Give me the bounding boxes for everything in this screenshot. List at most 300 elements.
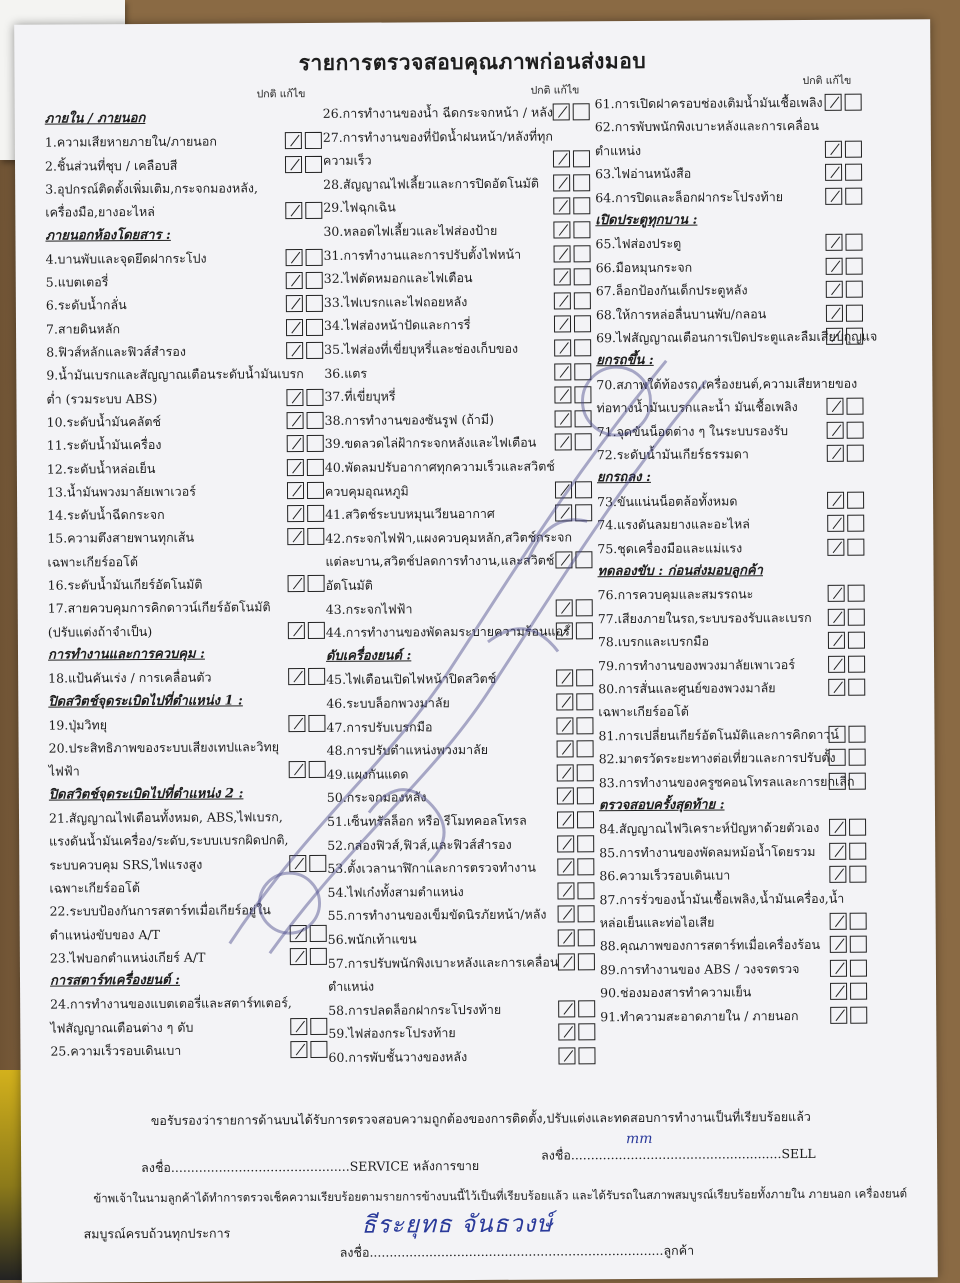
checklist-item: 5.แบตเตอรี่: [45, 274, 109, 290]
checkbox-pair: [829, 772, 866, 789]
normal-checkbox[interactable]: [289, 855, 306, 872]
normal-checkbox[interactable]: [556, 693, 573, 710]
sell-signature-line: ลงชื่อ.....................................................SELL: [541, 1145, 816, 1163]
normal-checkbox[interactable]: [288, 715, 305, 732]
normal-checkbox[interactable]: [289, 761, 306, 778]
normal-checkbox[interactable]: [827, 515, 844, 532]
checklist-item: เฉพาะเกียร์ออโต้: [49, 879, 140, 896]
normal-checkbox[interactable]: [825, 141, 842, 158]
fix-checkbox[interactable]: [573, 103, 590, 120]
checklist-item: 13.น้ำมันพวงมาลัยเพาเวอร์: [46, 483, 196, 500]
section-heading: เปิดประตูทุกบาน :: [595, 212, 698, 229]
normal-checkbox[interactable]: [557, 859, 574, 876]
normal-checkbox[interactable]: [825, 164, 842, 181]
normal-checkbox[interactable]: [555, 481, 572, 498]
fix-checkbox[interactable]: [576, 670, 593, 687]
normal-checkbox[interactable]: [557, 764, 574, 781]
normal-checkbox[interactable]: [553, 174, 570, 191]
checkbox-pair: [555, 504, 592, 521]
fix-checkbox[interactable]: [306, 319, 323, 336]
checklist-item: 44.การทำงานของพัดลมระบายความร้อนแอร์: [325, 623, 570, 641]
fix-checkbox[interactable]: [847, 515, 864, 532]
normal-checkbox[interactable]: [553, 103, 570, 120]
checklist-item: 59.ไฟส่องกระโปรงท้าย: [328, 1025, 456, 1042]
checklist-item: 22.ระบบป้องกันการสตาร์ทเมื่อเกียร์อยู่ใน: [49, 902, 271, 919]
checklist-sheet: [14, 19, 938, 1283]
normal-checkbox[interactable]: [829, 866, 846, 883]
normal-checkbox[interactable]: [290, 925, 307, 942]
checkbox-pair: [557, 835, 594, 852]
checklist-item: ระบบควบคุม SRS,ไฟแรงสูง: [49, 856, 203, 873]
fix-checkbox[interactable]: [845, 187, 862, 204]
normal-checkbox[interactable]: [828, 726, 845, 743]
normal-checkbox[interactable]: [830, 913, 847, 930]
checklist-item: 62.การพับพนักพิงเบาะหลังและการเคลื่อน: [594, 118, 819, 135]
fix-checkbox[interactable]: [848, 679, 865, 696]
normal-checkbox[interactable]: [830, 960, 847, 977]
checklist-column-2: [323, 101, 609, 1113]
fix-checkbox[interactable]: [848, 585, 865, 602]
normal-checkbox[interactable]: [826, 328, 843, 345]
checkbox-pair: [556, 693, 593, 710]
checklist-item: 89.การทำงานของ ABS / วงจรตรวจ: [599, 960, 800, 978]
fix-checkbox[interactable]: [578, 953, 595, 970]
fix-checkbox[interactable]: [576, 622, 593, 639]
checklist-item: 17.สายควบคุมการคิกดาวน์เกียร์อัตโนมัติ: [47, 599, 271, 616]
fix-checkbox[interactable]: [574, 245, 591, 262]
fix-checkbox[interactable]: [306, 272, 323, 289]
checklist-item: 60.การพับชั้นวางของหลัง: [328, 1049, 468, 1065]
checkbox-pair: [830, 983, 867, 1000]
checkbox-pair: [825, 164, 862, 181]
checklist-item: 53.ตั้งเวลานาฬิกาและการตรวจทำงาน: [327, 859, 536, 877]
fix-checkbox[interactable]: [574, 316, 591, 333]
normal-checkbox[interactable]: [556, 623, 573, 640]
fix-checkbox[interactable]: [307, 435, 324, 452]
fix-checkbox[interactable]: [578, 906, 595, 923]
checklist-item: 68.ให้การหล่อลื่นบานพับ/กลอน: [595, 305, 767, 322]
checklist-item: 80.การสั่นและศูนย์ของพวงมาลัย: [598, 680, 776, 697]
fix-checkbox[interactable]: [573, 221, 590, 238]
normal-checkbox[interactable]: [286, 342, 303, 359]
checklist-item: อัตโนมัติ: [325, 577, 373, 593]
checkbox-pair: [557, 882, 594, 899]
checkbox-pair: [826, 328, 863, 345]
checkbox-pair: [556, 670, 593, 687]
fix-checkbox[interactable]: [850, 1006, 867, 1023]
checklist-item: 41.สวิตช์ระบบหมุนเวียนอากาศ: [325, 506, 495, 523]
checklist-item: 63.ไฟอ่านหนังสือ: [595, 165, 692, 182]
checklist-item: เฉพาะเกียร์ออโต้: [598, 704, 689, 720]
checklist-item: 61.การเปิดฝาครอบช่องเติมน้ำมันเชื้อเพลิง: [594, 94, 823, 112]
fix-checkbox[interactable]: [309, 855, 326, 872]
checklist-item: 45.ไฟเตือนเปิดไฟหน้าปิดสวิตช์: [326, 671, 497, 688]
checkbox-pair: [554, 268, 591, 285]
normal-checkbox[interactable]: [556, 717, 573, 734]
normal-checkbox[interactable]: [557, 788, 574, 805]
normal-checkbox[interactable]: [830, 983, 847, 1000]
fix-checkbox[interactable]: [575, 504, 592, 521]
fix-checkbox[interactable]: [850, 959, 867, 976]
normal-checkbox[interactable]: [825, 234, 842, 251]
checkbox-pair: [825, 187, 862, 204]
fix-checkbox[interactable]: [577, 811, 594, 828]
fix-checkbox[interactable]: [846, 257, 863, 274]
fix-checkbox[interactable]: [577, 835, 594, 852]
fix-checkbox[interactable]: [845, 164, 862, 181]
customer-signature: ธีระยุทธ จันธวงษ์: [361, 1209, 554, 1239]
fix-checkbox[interactable]: [846, 304, 863, 321]
checkbox-pair: [288, 715, 325, 732]
fix-checkbox[interactable]: [848, 608, 865, 625]
fix-checkbox[interactable]: [845, 94, 862, 111]
fix-checkbox[interactable]: [578, 1024, 595, 1041]
normal-checkbox[interactable]: [285, 156, 302, 173]
checklist-item: 20.ประสิทธิภาพของระบบเสียงเทปและวิทยุ: [48, 739, 280, 756]
normal-checkbox[interactable]: [828, 655, 845, 672]
fix-checkbox[interactable]: [850, 913, 867, 930]
fix-checkbox[interactable]: [305, 202, 322, 219]
fix-checkbox[interactable]: [576, 693, 593, 710]
normal-checkbox[interactable]: [287, 528, 304, 545]
normal-checkbox[interactable]: [553, 221, 570, 238]
checkbox-pair: [554, 316, 591, 333]
normal-checkbox[interactable]: [557, 811, 574, 828]
fix-checkbox[interactable]: [575, 434, 592, 451]
checklist-item: 1.ความเสียหายภายใน/ภายนอก: [44, 133, 217, 150]
fix-checkbox[interactable]: [573, 150, 590, 167]
fix-checkbox[interactable]: [578, 1000, 595, 1017]
checklist-item: 54.ไฟเก๋งทั้งสามตำแหน่ง: [327, 883, 464, 900]
checklist-item: 23.ไฟบอกตำแหน่งเกียร์ A/T: [49, 949, 206, 966]
fix-checkbox[interactable]: [309, 761, 326, 778]
normal-checkbox[interactable]: [290, 948, 307, 965]
checklist-item: 26.การทำงานของน้ำ ฉีดกระจกหน้า / หลัง: [322, 104, 554, 121]
checklist-item: 79.การทำงานของพวงมาลัยเพาเวอร์: [598, 656, 796, 673]
fix-checkbox[interactable]: [307, 412, 324, 429]
checkbox-pair: [553, 221, 590, 238]
fix-checkbox[interactable]: [574, 339, 591, 356]
fix-checkbox[interactable]: [308, 622, 325, 639]
normal-checkbox[interactable]: [285, 202, 302, 219]
normal-checkbox[interactable]: [828, 679, 845, 696]
normal-checkbox[interactable]: [829, 772, 846, 789]
normal-checkbox[interactable]: [286, 319, 303, 336]
checklist-column-1: [45, 107, 351, 1109]
fix-checkbox[interactable]: [574, 363, 591, 380]
normal-checkbox[interactable]: [825, 187, 842, 204]
checklist-item: 69.ไฟสัญญาณเตือนการเปิดประตูและลืมเสียบกุญแจ: [596, 328, 878, 346]
fix-checkbox[interactable]: [847, 538, 864, 555]
normal-checkbox[interactable]: [828, 585, 845, 602]
checklist-item: 66.มือหมุนกระจก: [595, 259, 693, 276]
fix-checkbox[interactable]: [576, 599, 593, 616]
normal-checkbox[interactable]: [830, 1006, 847, 1023]
checkbox-pair: [825, 234, 862, 251]
fix-checkbox[interactable]: [307, 482, 324, 499]
checkbox-pair: [289, 761, 326, 778]
checkbox-pair: [554, 339, 591, 356]
normal-checkbox[interactable]: [285, 132, 302, 149]
normal-checkbox[interactable]: [287, 482, 304, 499]
fix-checkbox[interactable]: [306, 249, 323, 266]
fix-checkbox[interactable]: [847, 421, 864, 438]
normal-checkbox[interactable]: [554, 292, 571, 309]
normal-checkbox[interactable]: [558, 906, 575, 923]
normal-checkbox[interactable]: [558, 1047, 575, 1064]
normal-checkbox[interactable]: [288, 622, 305, 639]
checkbox-pair: [290, 1018, 327, 1035]
normal-checkbox[interactable]: [554, 316, 571, 333]
checkbox-pair: [829, 842, 866, 859]
normal-checkbox[interactable]: [826, 281, 843, 298]
normal-checkbox[interactable]: [558, 1024, 575, 1041]
checklist-item: 82.มาตรวัดระยะทางต่อเที่ยวและการปรับตั้ง: [598, 749, 836, 767]
checklist-item: 16.ระดับน้ำมันเกียร์อัตโนมัติ: [47, 576, 203, 593]
checklist-item: 78.เบรกและเบรกมือ: [597, 633, 710, 650]
fix-checkbox[interactable]: [577, 764, 594, 781]
fix-checkbox[interactable]: [305, 132, 322, 149]
normal-checkbox[interactable]: [825, 94, 842, 111]
fix-checkbox[interactable]: [574, 386, 591, 403]
checklist-item: 10.ระดับน้ำมันคลัตช์: [46, 413, 161, 430]
checklist-item: 88.คุณภาพของการสตาร์ทเมื่อเครื่องร้อน: [599, 937, 821, 954]
normal-checkbox[interactable]: [558, 1000, 575, 1017]
normal-checkbox[interactable]: [286, 389, 303, 406]
normal-checkbox[interactable]: [826, 304, 843, 321]
normal-checkbox[interactable]: [290, 1041, 307, 1058]
checklist-item: 36.แตร: [324, 365, 368, 381]
fix-checkbox[interactable]: [573, 174, 590, 191]
fix-checkbox[interactable]: [847, 445, 864, 462]
fix-checkbox[interactable]: [308, 668, 325, 685]
checkbox-pair: [286, 272, 323, 289]
checklist-item: 30.หลอดไฟเลี้ยวและไฟส่องป้าย: [323, 222, 498, 239]
checklist-item: ท่อทางน้ำมันเบรกและน้ำ มันเชื้อเพลิง: [596, 399, 798, 416]
checkbox-pair: [288, 622, 325, 639]
normal-checkbox[interactable]: [286, 272, 303, 289]
fix-checkbox[interactable]: [847, 491, 864, 508]
checklist-item: ความเร็ว: [322, 152, 372, 169]
checkbox-pair: [826, 304, 863, 321]
checklist-item: แต่ละบาน,สวิตช์ปลดการทำงาน,และสวิตช์: [325, 552, 555, 570]
normal-checkbox[interactable]: [828, 609, 845, 626]
normal-checkbox[interactable]: [287, 412, 304, 429]
section-heading: ภายใน / ภายนอก: [44, 111, 146, 127]
fix-checkbox[interactable]: [578, 1047, 595, 1064]
section-heading: ดับเครื่องยนต์ :: [325, 648, 412, 664]
normal-checkbox[interactable]: [286, 295, 303, 312]
fix-checkbox[interactable]: [845, 140, 862, 157]
checklist-item: 25.ความเร็วรอบเดินเบา: [50, 1042, 182, 1059]
checkbox-pair: [825, 140, 862, 157]
fix-checkbox[interactable]: [574, 292, 591, 309]
normal-checkbox[interactable]: [290, 1018, 307, 1035]
normal-checkbox[interactable]: [829, 749, 846, 766]
checklist-item: หล่อเย็นและท่อไอเสีย: [599, 914, 715, 931]
checkbox-pair: [830, 913, 867, 930]
checkbox-pair: [830, 1006, 867, 1023]
normal-checkbox[interactable]: [286, 249, 303, 266]
checklist-item: 15.ความตึงสายพานทุกเส้น: [47, 530, 195, 547]
fix-checkbox[interactable]: [310, 948, 327, 965]
fix-checkbox[interactable]: [310, 924, 327, 941]
checkbox-pair: [555, 481, 592, 498]
normal-checkbox[interactable]: [287, 505, 304, 522]
normal-checkbox[interactable]: [556, 599, 573, 616]
fix-checkbox[interactable]: [307, 458, 324, 475]
checkbox-pair: [558, 929, 595, 946]
normal-checkbox[interactable]: [555, 552, 572, 569]
checklist-item: 85.การทำงานของพัดลมหม้อน้ำโดยรวม: [599, 843, 816, 861]
fix-checkbox[interactable]: [577, 788, 594, 805]
fix-checkbox[interactable]: [308, 575, 325, 592]
checkbox-pair: [829, 819, 866, 836]
normal-checkbox[interactable]: [827, 492, 844, 509]
fix-checkbox[interactable]: [848, 655, 865, 672]
checklist-item: ควบคุมอุณหภูมิ: [324, 483, 409, 499]
fix-checkbox[interactable]: [307, 528, 324, 545]
checkbox-pair: [286, 389, 323, 406]
checkbox-pair: [555, 410, 592, 427]
normal-checkbox[interactable]: [287, 459, 304, 476]
checkbox-pair: [825, 94, 862, 111]
fix-checkbox[interactable]: [307, 505, 324, 522]
section-heading: ตรวจสอบครั้งสุดท้าย :: [598, 797, 725, 814]
checkbox-pair: [830, 959, 867, 976]
checkbox-pair: [557, 740, 594, 757]
checkbox-pair: [287, 528, 324, 545]
checklist-item: 24.การทำงานของแบตเตอรี่และสตาร์ทเตอร์,: [50, 995, 292, 1012]
fix-checkbox[interactable]: [848, 632, 865, 649]
normal-checkbox[interactable]: [555, 505, 572, 522]
checkbox-pair: [557, 858, 594, 875]
normal-checkbox[interactable]: [828, 632, 845, 649]
checkbox-pair: [554, 245, 591, 262]
fix-checkbox[interactable]: [846, 398, 863, 415]
fix-checkbox[interactable]: [577, 740, 594, 757]
normal-checkbox[interactable]: [826, 258, 843, 275]
normal-checkbox[interactable]: [827, 538, 844, 555]
normal-checkbox[interactable]: [287, 435, 304, 452]
checklist-item: 77.เสียงภายในรถ,ระบบรองรับและเบรก: [597, 609, 812, 627]
checklist-item: ไฟสัญญาณเตือนต่าง ๆ ดับ: [50, 1019, 194, 1036]
fix-checkbox[interactable]: [310, 1041, 327, 1058]
checkbox-pair: [558, 1000, 595, 1017]
fix-checkbox[interactable]: [577, 858, 594, 875]
checkbox-pair: [288, 668, 325, 685]
normal-checkbox[interactable]: [557, 741, 574, 758]
fix-checkbox[interactable]: [848, 725, 865, 742]
normal-checkbox[interactable]: [829, 819, 846, 836]
customer-signature-line: ลงชื่อ..........................................................................ลูกค้า: [339, 1242, 695, 1260]
fix-checkbox[interactable]: [310, 1018, 327, 1035]
fix-checkbox[interactable]: [573, 198, 590, 215]
checklist-item: 70.สภาพใต้ท้องรถ,เครื่องยนต์,ความเสียหายของ: [596, 375, 858, 393]
fix-checkbox[interactable]: [846, 281, 863, 298]
section-heading: ปิดสวิตช์จุดระเบิดไปที่ตำแหน่ง 2 :: [48, 786, 244, 803]
fix-checkbox[interactable]: [576, 717, 593, 734]
fix-checkbox[interactable]: [845, 234, 862, 251]
fix-checkbox[interactable]: [849, 866, 866, 883]
normal-checkbox[interactable]: [557, 882, 574, 899]
normal-checkbox[interactable]: [554, 339, 571, 356]
normal-checkbox[interactable]: [555, 434, 572, 451]
normal-checkbox[interactable]: [558, 953, 575, 970]
section-heading: การสตาร์ทเครื่องยนต์ :: [49, 972, 180, 989]
fix-checkbox[interactable]: [846, 328, 863, 345]
checklist-item: 40.พัดลมปรับอากาศทุกความเร็วและสวิตช์: [324, 458, 555, 475]
normal-checkbox[interactable]: [554, 387, 571, 404]
checklist-item: 14.ระดับน้ำฉีดกระจก: [47, 506, 165, 523]
checklist-item: 49.แผงกันแดด: [326, 766, 409, 782]
normal-checkbox[interactable]: [827, 421, 844, 438]
checkbox-pair: [828, 632, 865, 649]
normal-checkbox[interactable]: [555, 410, 572, 427]
fix-checkbox[interactable]: [849, 749, 866, 766]
fix-checkbox[interactable]: [574, 268, 591, 285]
normal-checkbox[interactable]: [557, 835, 574, 852]
normal-checkbox[interactable]: [288, 575, 305, 592]
normal-checkbox[interactable]: [554, 269, 571, 286]
checklist-item: 72.ระดับน้ำมันเกียร์ธรรมดา: [596, 446, 749, 463]
checklist-item: 83.การทำงานของครูซคอนโทรลและการยกเลิก: [598, 773, 855, 790]
fix-checkbox[interactable]: [306, 295, 323, 312]
checklist-column-3: [595, 91, 921, 1103]
checklist-item: 50.กระจกมองหลัง: [326, 789, 427, 806]
fix-checkbox[interactable]: [577, 882, 594, 899]
fix-checkbox[interactable]: [308, 715, 325, 732]
checklist-item: 3.อุปกรณ์ติดตั้งเพิ่มเติม,กระจกมองหลัง,: [45, 180, 258, 197]
fix-checkbox[interactable]: [305, 156, 322, 173]
fix-checkbox[interactable]: [850, 983, 867, 1000]
normal-checkbox[interactable]: [554, 245, 571, 262]
normal-checkbox[interactable]: [556, 670, 573, 687]
normal-checkbox[interactable]: [829, 843, 846, 860]
normal-checkbox[interactable]: [288, 668, 305, 685]
checkbox-pair: [827, 515, 864, 532]
normal-checkbox[interactable]: [554, 363, 571, 380]
checkbox-pair: [288, 575, 325, 592]
customer-acknowledgement-2: สมบูรณ์ครบถ้วนทุกประการ: [83, 1225, 231, 1242]
checkbox-pair: [556, 622, 593, 639]
normal-checkbox[interactable]: [830, 936, 847, 953]
checklist-item: 75.ชุดเครื่องมือและแม่แรง: [597, 539, 743, 556]
fix-checkbox[interactable]: [575, 410, 592, 427]
checkbox-pair: [828, 725, 865, 742]
fix-checkbox[interactable]: [578, 929, 595, 946]
checklist-item: 12.ระดับน้ำหล่อเย็น: [46, 460, 156, 477]
fix-checkbox[interactable]: [306, 389, 323, 406]
fix-checkbox[interactable]: [849, 772, 866, 789]
fix-checkbox[interactable]: [575, 552, 592, 569]
fix-checkbox[interactable]: [849, 842, 866, 859]
service-signature-line: ลงชื่อ.............................................SERVICE หลังการขาย: [141, 1157, 480, 1176]
normal-checkbox[interactable]: [553, 151, 570, 168]
checkbox-pair: [554, 292, 591, 309]
normal-checkbox[interactable]: [827, 445, 844, 462]
checklist-item: 37.ที่เขี่ยบุหรี่: [324, 388, 396, 405]
fix-checkbox[interactable]: [575, 481, 592, 498]
normal-checkbox[interactable]: [553, 198, 570, 215]
normal-checkbox[interactable]: [558, 929, 575, 946]
normal-checkbox[interactable]: [826, 398, 843, 415]
fix-checkbox[interactable]: [849, 819, 866, 836]
fix-checkbox[interactable]: [850, 936, 867, 953]
checklist-item: 58.การปลดล็อกฝากระโปรงท้าย: [328, 1001, 502, 1018]
fix-checkbox[interactable]: [306, 342, 323, 359]
column-header-1: ปกติ แก้ไข: [256, 88, 306, 101]
